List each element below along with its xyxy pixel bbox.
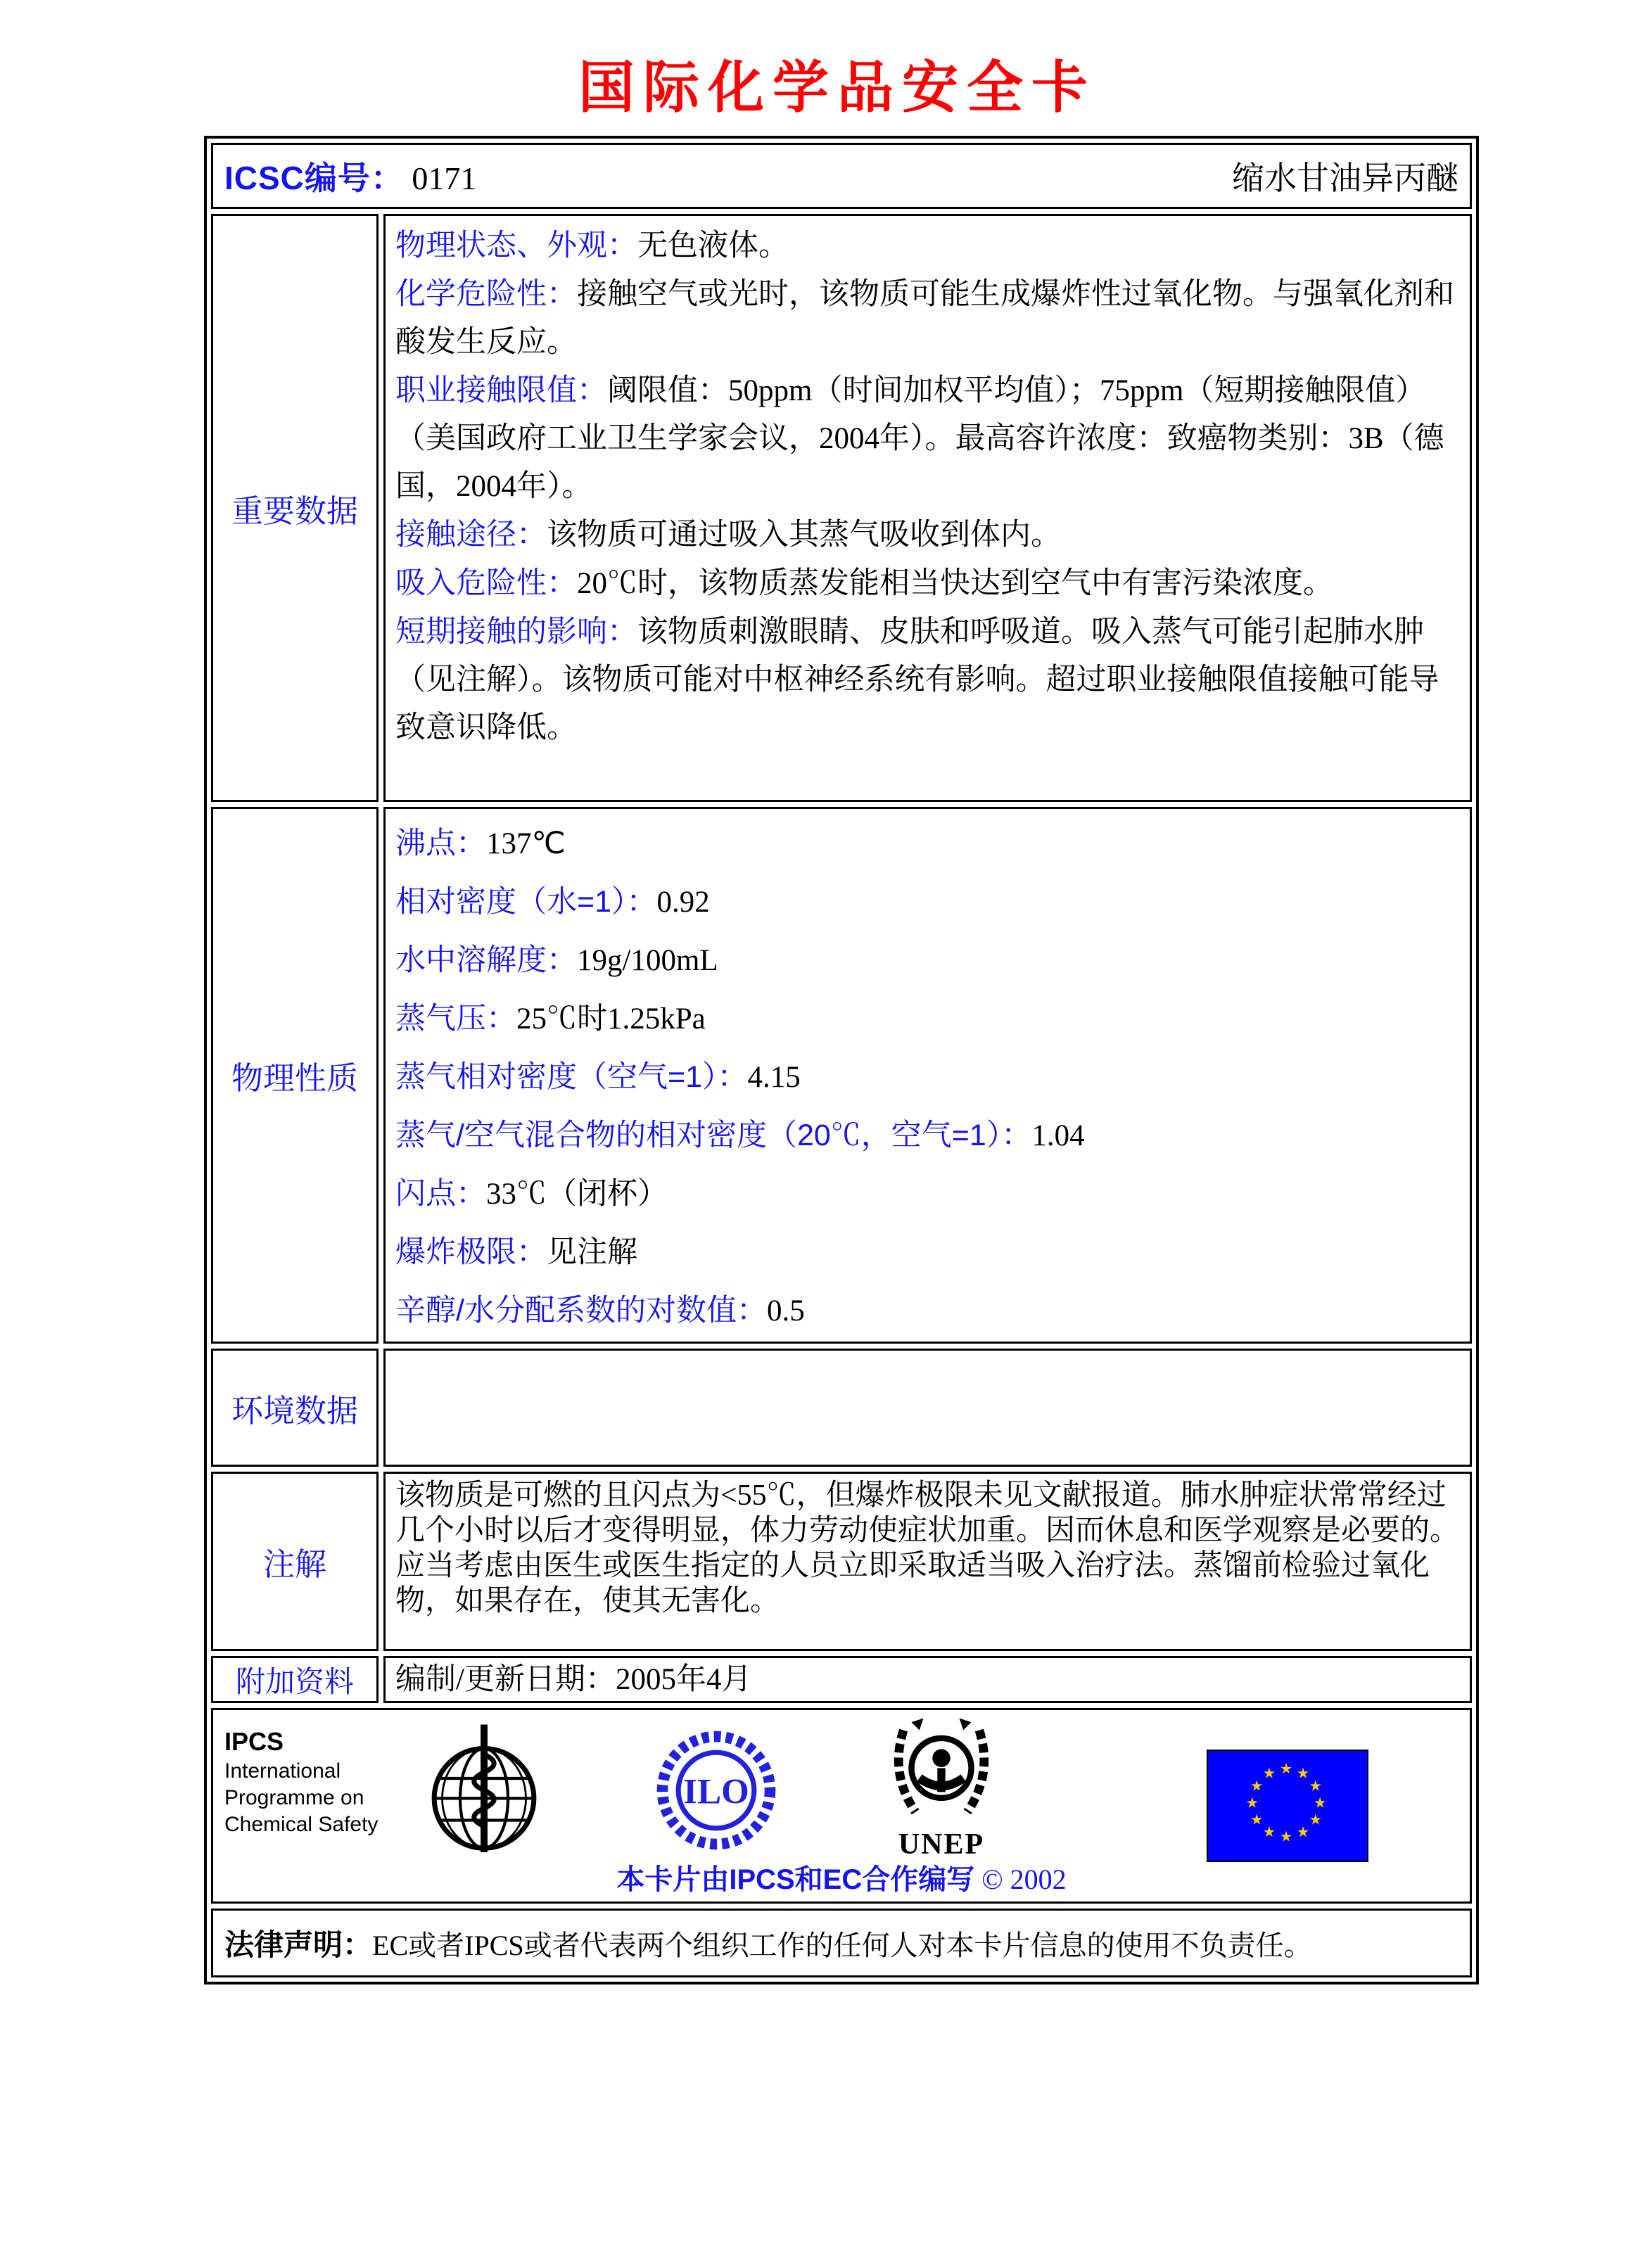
notes-text: 该物质是可燃的且闪点为<55℃，但爆炸极限未见文献报道。肺水肿症状常常经过几个小时以后才变得明显，体力劳动使症状加重。因而休息和医学观察是必要的。应当考虑由医生或医生指定的人员立即采取适当吸入治疗法。蒸馏前检验过氧化物，如果存在，使其无害化。	[395, 1479, 1460, 1617]
unep-wordmark: UNEP	[898, 1828, 985, 1861]
eu-flag-icon	[1207, 1750, 1368, 1862]
svg-text:★: ★	[1279, 1761, 1293, 1778]
svg-text:★: ★	[1309, 1812, 1322, 1828]
who-logo-icon	[424, 1720, 544, 1864]
svg-text:★: ★	[1262, 1766, 1276, 1782]
svg-text:★: ★	[1250, 1812, 1264, 1828]
icsc-number-label: ICSC编号：	[224, 160, 404, 196]
chemical-name: 缩水甘油异丙醚	[1232, 160, 1458, 196]
physical-properties-row-label: 物理性质	[211, 807, 379, 1344]
environmental-data-content	[383, 1349, 1472, 1467]
legal-label: 法律声明：	[224, 1928, 373, 1961]
svg-text:★: ★	[1309, 1778, 1322, 1795]
physical-item: 沸点：137℃	[395, 827, 566, 860]
physical-item: 闪点：33℃（闭杯）	[395, 1177, 668, 1211]
important-item: 接触途径：该物质可通过吸入其蒸气吸收到体内。	[395, 518, 1061, 552]
ilo-logo-icon	[656, 1720, 776, 1864]
important-item: 物理状态、外观：无色液体。	[395, 229, 789, 262]
svg-text:★: ★	[1250, 1778, 1264, 1795]
header-row	[211, 143, 1472, 209]
important-item: 吸入危险性：20℃时，该物质蒸发能相当快达到空气中有害污染浓度。	[395, 566, 1333, 600]
additional-info-row	[211, 1656, 1472, 1703]
physical-item: 蒸气压：25℃时1.25kPa	[395, 1002, 706, 1036]
legal-cell	[211, 1909, 1472, 1977]
physical-item: 蒸气相对密度（空气=1）：4.15	[395, 1060, 801, 1094]
svg-text:★: ★	[1262, 1825, 1276, 1841]
notes-row	[211, 1472, 1472, 1651]
important-data-content	[383, 214, 1472, 802]
credit-text: 本卡片由IPCS和EC合作编写	[616, 1864, 975, 1895]
ipcs-line: Programme on	[224, 1786, 364, 1809]
environmental-data-row-label: 环境数据	[211, 1349, 379, 1467]
physical-properties-row	[211, 807, 1472, 1344]
legal-text: EC或者IPCS或者代表两个组织工作的任何人对本卡片信息的使用不负责任。	[372, 1929, 1312, 1961]
logos-cell	[211, 1708, 1472, 1904]
important-item: 职业接触限值：阈限值：50ppm（时间加权平均值）；75ppm（短期接触限值）（美国政府工业卫生学家会议，2004年）。最高容许浓度：致癌物类别：3B（德国，2004年）。	[395, 374, 1444, 503]
ipcs-acronym: IPCS	[224, 1727, 284, 1756]
header-cell	[211, 143, 1472, 209]
physical-item: 水中溶解度：19g/100mL	[395, 943, 718, 977]
ipcs-line: International	[224, 1759, 341, 1783]
legal-row	[211, 1909, 1472, 1977]
important-data-row	[211, 214, 1472, 802]
ipcs-text-block	[224, 1726, 378, 1838]
important-data-row-label: 重要数据	[211, 214, 379, 802]
svg-text:★: ★	[1245, 1795, 1259, 1811]
additional-info-text: 编制/更新日期：2005年4月	[395, 1662, 752, 1696]
ilo-letters: ILO	[683, 1772, 749, 1812]
svg-text:★: ★	[1296, 1766, 1310, 1782]
notes-row-label: 注解	[211, 1472, 379, 1651]
credit-line	[213, 1857, 1470, 1897]
copyright-text: © 2002	[981, 1864, 1067, 1895]
additional-info-row-label: 附加资料	[211, 1656, 379, 1703]
environmental-data-row	[211, 1349, 1472, 1467]
svg-text:★: ★	[1279, 1829, 1293, 1845]
icsc-number-value: 0171	[412, 160, 477, 196]
icsc-number-group	[224, 153, 476, 199]
physical-item: 相对密度（水=1）：0.92	[395, 885, 710, 919]
additional-info-content	[383, 1656, 1472, 1703]
svg-text:★: ★	[1314, 1795, 1327, 1811]
important-item: 短期接触的影响：该物质刺激眼睛、皮肤和呼吸道。吸入蒸气可能引起肺水肿（见注解）。该物质可能对中枢神经系统有影响。超过职业接触限值接触可能导致意识降低。	[395, 615, 1439, 744]
physical-item: 爆炸极限：见注解	[395, 1235, 637, 1269]
physical-item: 辛醇/水分配系数的对数值：0.5	[395, 1294, 805, 1327]
important-item: 化学危险性：接触空气或光时，该物质可能生成爆炸性过氧化物。与强氧化剂和酸发生反应。	[395, 277, 1454, 359]
icsc-card-table	[204, 136, 1479, 1984]
logos-row	[211, 1708, 1472, 1904]
unep-logo-icon	[882, 1716, 1001, 1861]
ipcs-line: Chemical Safety	[224, 1813, 379, 1836]
notes-content	[383, 1472, 1472, 1651]
page-title: 国际化学品安全卡	[578, 56, 1096, 119]
physical-item: 蒸气/空气混合物的相对密度（20℃，空气=1）：1.04	[395, 1119, 1085, 1152]
physical-properties-content	[383, 807, 1472, 1344]
svg-text:★: ★	[1296, 1825, 1310, 1841]
